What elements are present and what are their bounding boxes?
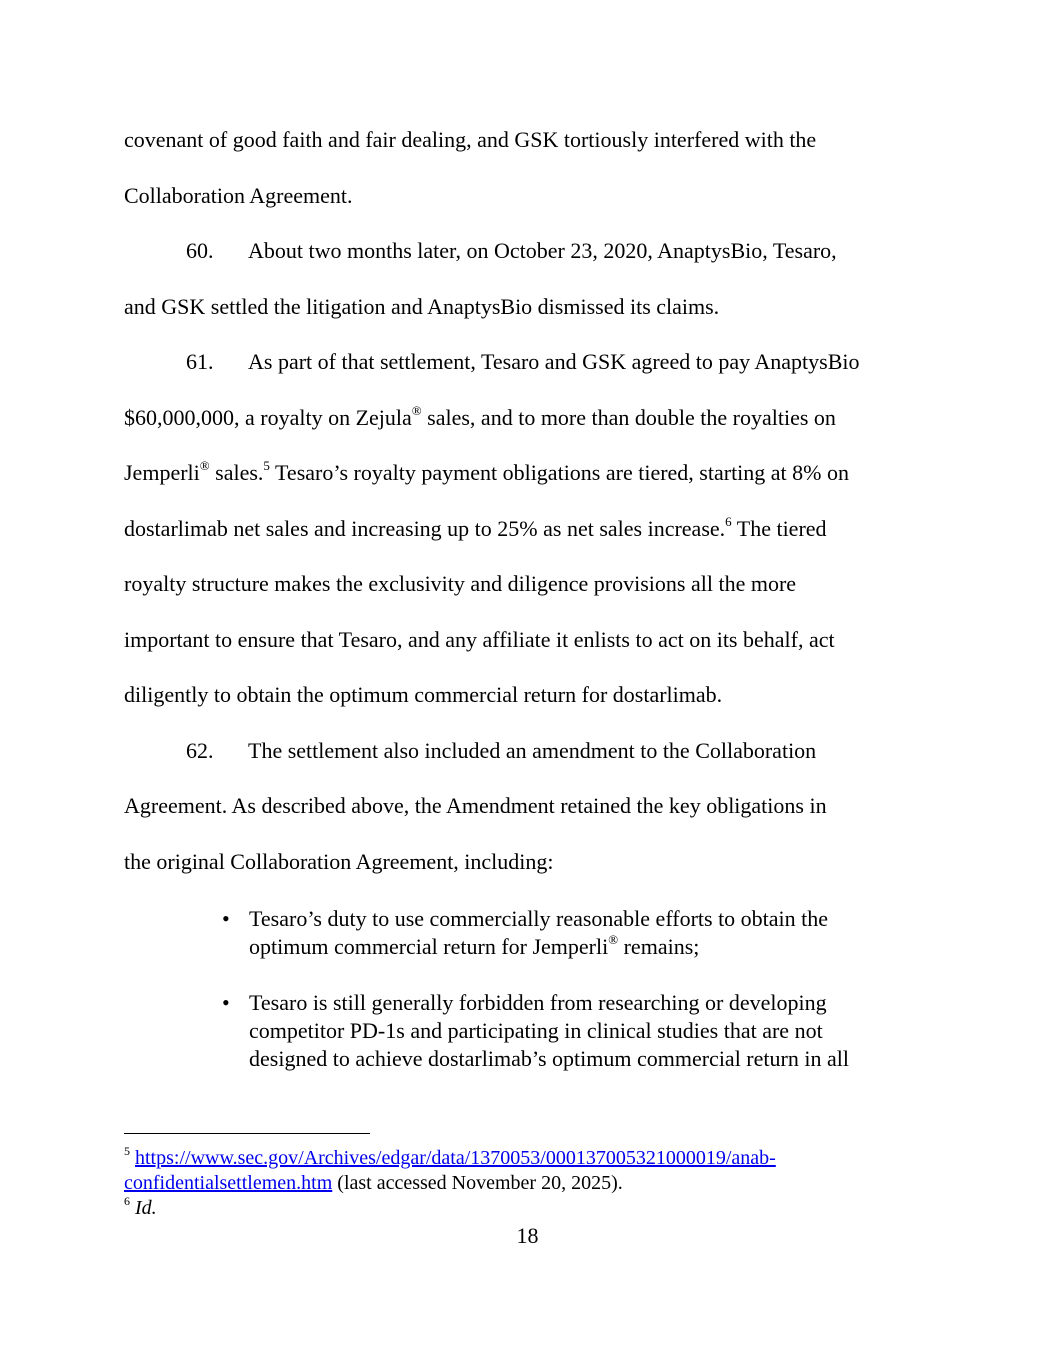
- bullet-line: Tesaro is still generally forbidden from researching or developing: [249, 990, 827, 1015]
- footnote-5: [124, 1144, 776, 1169]
- text-segment: remains;: [618, 934, 700, 959]
- body-line: Agreement. As described above, the Amendment retained the key obligations in: [124, 793, 827, 818]
- text-segment: sales.: [209, 460, 264, 485]
- paragraph-61-line: [186, 351, 859, 373]
- paragraph-text: As part of that settlement, Tesaro and GSK agreed to pay AnaptysBio: [248, 349, 860, 374]
- registered-mark: ®: [411, 402, 422, 418]
- footnote-text: (last accessed November 20, 2025).: [332, 1172, 623, 1194]
- footnote-5-continued: [124, 1173, 623, 1193]
- paragraph-text: The settlement also included an amendment to the Collaboration: [248, 738, 817, 763]
- bullet-line: designed to achieve dostarlimab’s optimum commercial return in all: [249, 1046, 849, 1071]
- bullet-icon: •: [222, 906, 230, 931]
- footnote-link[interactable]: confidentialsettlemen.htm: [124, 1172, 333, 1194]
- bullet-line: Tesaro’s duty to use commercially reasonable efforts to obtain the: [249, 906, 829, 931]
- text-segment: Jemperli: [124, 460, 200, 485]
- paragraph-62-line: [186, 740, 816, 762]
- registered-mark: ®: [608, 931, 619, 947]
- footnote-divider: [124, 1133, 370, 1134]
- bullet-line: [249, 931, 700, 959]
- text-segment: Tesaro’s royalty payment obligations are tiered, starting at 8% on: [269, 460, 849, 485]
- body-line: royalty structure makes the exclusivity and diligence provisions all the more: [124, 571, 797, 596]
- footnote-number: 5: [124, 1144, 130, 1159]
- body-line: Collaboration Agreement.: [124, 183, 353, 208]
- paragraph-text: About two months later, on October 23, 2020, AnaptysBio, Tesaro,: [248, 238, 837, 263]
- body-line: [124, 457, 849, 485]
- page-number: 18: [516, 1223, 539, 1248]
- paragraph-number: 60.: [186, 238, 214, 263]
- text-segment: The tiered: [731, 516, 827, 541]
- bullet-icon: •: [222, 990, 230, 1015]
- body-line: and GSK settled the litigation and AnaptysBio dismissed its claims.: [124, 294, 720, 319]
- text-segment: optimum commercial return for Jemperli: [249, 934, 609, 959]
- paragraph-60-line: [186, 240, 837, 262]
- body-line: diligently to obtain the optimum commercial return for dostarlimab.: [124, 682, 723, 707]
- body-line: covenant of good faith and fair dealing, and GSK tortiously interfered with the: [124, 127, 817, 152]
- footnote-ref-5[interactable]: 5: [263, 457, 270, 473]
- body-line: important to ensure that Tesaro, and any affiliate it enlists to act on its behalf, act: [124, 627, 835, 652]
- body-line: [124, 402, 836, 430]
- footnote-number: 6: [124, 1194, 130, 1209]
- bullet-line: competitor PD-1s and participating in clinical studies that are not: [249, 1018, 823, 1043]
- body-line: the original Collaboration Agreement, including:: [124, 849, 554, 874]
- footnote-6: [124, 1194, 157, 1219]
- footnote-link[interactable]: https://www.sec.gov/Archives/edgar/data/1370053/000137005321000019/anab-: [135, 1147, 776, 1169]
- registered-mark: ®: [199, 457, 210, 473]
- paragraph-number: 61.: [186, 349, 214, 374]
- paragraph-number: 62.: [186, 738, 214, 763]
- footnote-text: Id.: [135, 1197, 157, 1219]
- footnote-ref-6[interactable]: 6: [725, 513, 732, 529]
- text-segment: dostarlimab net sales and increasing up to 25% as net sales increase.: [124, 516, 726, 541]
- text-segment: sales, and to more than double the royalties on: [421, 405, 836, 430]
- body-line: [124, 513, 827, 541]
- text-segment: $60,000,000, a royalty on Zejula: [124, 405, 412, 430]
